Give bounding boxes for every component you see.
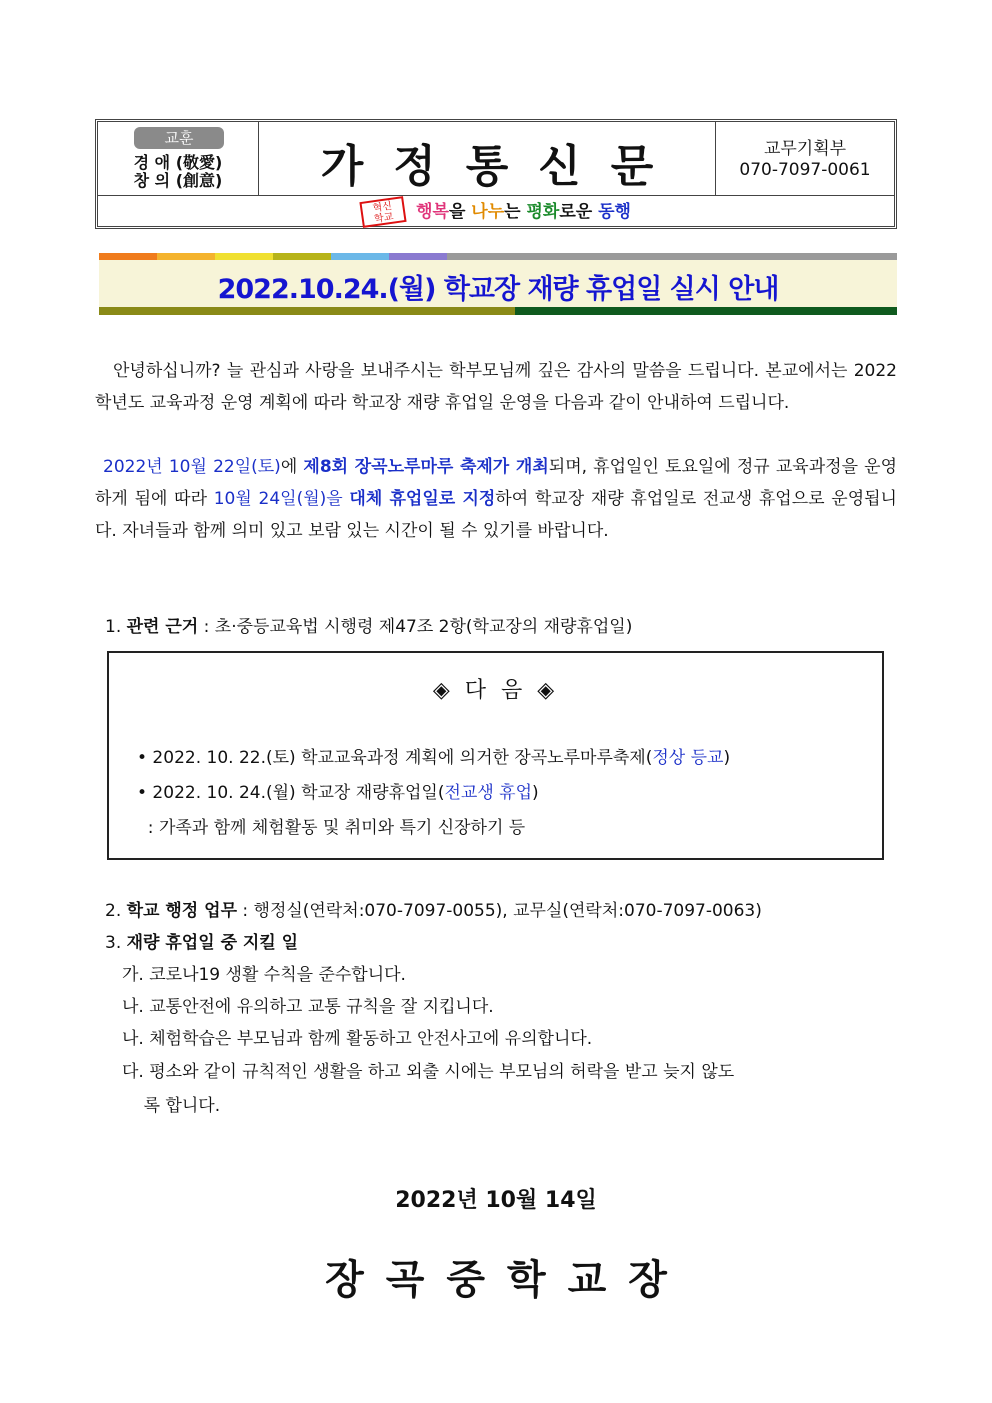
festival-date: 2022년 10월 22일(토) [103, 457, 281, 477]
color-band-segment [215, 253, 273, 260]
section-number: 2. [105, 901, 127, 921]
section-rules [105, 932, 298, 954]
contact-cell [716, 122, 894, 195]
intro-text: 되며, 휴업일인 토요일에 정규 교육과정을 운영하게 됨에 따라 [95, 457, 897, 509]
slogan-particle-3: 로운 [559, 202, 599, 222]
department-name: 교무기획부 [763, 139, 847, 159]
newsletter-title: 가정통신문 [320, 141, 684, 192]
school-motto-cell [98, 122, 259, 195]
schedule-item-holiday [137, 781, 539, 805]
intro-text: 에 [280, 457, 304, 477]
holiday-designation: 대체 휴업일로 지정 [349, 489, 496, 509]
notice-title: 2022.10.24.(월) 학교장 재량 휴업일 실시 안내 [217, 274, 779, 305]
color-band-segment [331, 253, 389, 260]
motto-badge: 교훈 [134, 127, 224, 149]
schedule-item-festival [137, 746, 730, 770]
schedule-text: ) [532, 783, 539, 803]
slogan-particle-1: 을 [448, 202, 472, 222]
section-admin-contact [105, 900, 762, 922]
motto-line-1: 경 애 (敬愛) [133, 153, 223, 172]
section-label: 학교 행정 업무 [126, 901, 237, 921]
details-box [107, 651, 884, 860]
rule-item: 나. 교통안전에 유의하고 교통 규칙을 잘 지킵니다. [122, 997, 494, 1017]
intro-paragraph-1: 안녕하십니까? 늘 관심과 사랑을 보내주시는 학부모님께 깊은 감사의 말씀을 드립니다. 본교에서는 2022학년도 교육과정 운영 계획에 따라 학교장 재량 휴업일 운영을 다음과 같이 안내하여 드립니다. [95, 361, 897, 413]
holiday-date: 10월 24일(월)을 [213, 489, 343, 509]
section-legal-basis [105, 616, 632, 638]
title-band-underline-green [515, 307, 897, 315]
section-label: 재량 휴업일 중 지킬 일 [126, 933, 299, 953]
section-number: 1. [105, 617, 127, 637]
school-slogan [416, 196, 631, 228]
slogan-word-3: 평화 [526, 202, 560, 222]
color-band-segment [99, 253, 157, 260]
color-band-segment [389, 253, 447, 260]
principal-signature: 장곡중학교장 [325, 1257, 689, 1303]
badge-line-1: 혁신 [372, 200, 393, 215]
rule-item: 다. 평소와 같이 규칙적인 생활을 하고 외출 시에는 부모님의 허락을 받고 늦지 않도 [122, 1062, 735, 1082]
slogan-word-4: 동행 [598, 202, 631, 222]
title-cell [259, 122, 716, 195]
all-students-off: 전교생 휴업 [444, 783, 532, 803]
section-text: : 행정실(연락처:070-7097-0055), 교무실(연락처:070-7097-0063) [237, 901, 762, 921]
issue-date: 2022년 10월 14일 [395, 1188, 597, 1213]
innovation-school-badge [359, 196, 406, 228]
schedule-item-activities: : 가족과 함께 체험활동 및 취미와 특기 신장하기 등 [137, 818, 526, 838]
intro-text: 하여 학교장 재량 휴업일로 전교생 휴업으로 운영됩니다. 자녀들과 함께 의미 있고 보람 있는 시간이 될 수 있기를 바랍니다. [95, 489, 897, 541]
intro-paragraph-2 [95, 451, 897, 547]
schedule-text: ) [723, 748, 731, 768]
rule-item: 가. 코로나19 생활 수칙을 준수합니다. [122, 965, 406, 985]
letterhead-table [95, 119, 897, 229]
section-number: 3. [105, 933, 127, 953]
schedule-text: • 2022. 10. 22.(토) 학교교육과정 계획에 의거한 장곡노루마루축제( [137, 748, 653, 768]
color-band-segment [273, 253, 331, 260]
title-band-underline-olive [99, 307, 515, 315]
color-band-segment [447, 253, 897, 260]
details-box-title: ◈ 다 음 ◈ [432, 678, 559, 703]
badge-line-2: 학교 [373, 211, 395, 226]
section-text: : 초·중등교육법 시행령 제47조 2항(학교장의 재량휴업일) [198, 617, 633, 637]
normal-attendance: 정상 등교 [652, 748, 724, 768]
rule-item-continuation: 록 합니다. [122, 1096, 221, 1116]
department-phone: 070-7097-0061 [739, 160, 871, 180]
letterhead-top-row [98, 122, 894, 196]
rule-item: 나. 체험학습은 부모님과 함께 활동하고 안전사고에 유의합니다. [122, 1029, 593, 1049]
section-label: 관련 근거 [126, 617, 199, 637]
schedule-text: • 2022. 10. 24.(월) 학교장 재량휴업일( [137, 783, 445, 803]
slogan-word-1: 행복 [416, 202, 449, 222]
festival-name: 제8회 장곡노루마루 축제가 개최 [303, 457, 549, 477]
title-band [99, 260, 897, 308]
motto-line-2: 창 의 (創意) [133, 171, 223, 190]
slogan-row [98, 196, 894, 228]
slogan-word-2: 나누 [471, 202, 505, 222]
slogan-particle-2: 는 [504, 202, 527, 222]
color-band-segment [157, 253, 215, 260]
